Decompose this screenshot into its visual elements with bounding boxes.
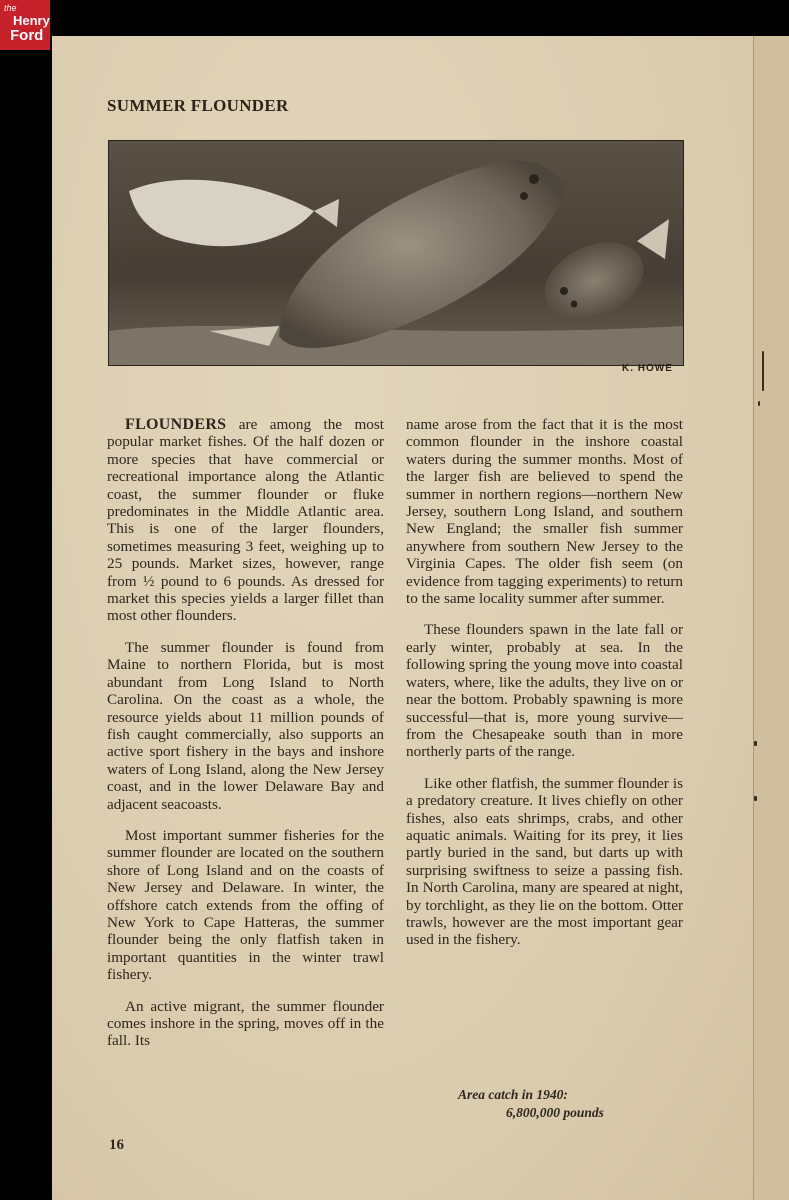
page-number: 16 bbox=[109, 1137, 124, 1153]
paragraph: An active migrant, the summer flounder comes inshore in the spring, moves off in the fall. Its bbox=[107, 997, 384, 1050]
left-text-column bbox=[107, 416, 384, 1064]
paper-mark bbox=[754, 741, 757, 746]
adjacent-page-edge bbox=[753, 36, 789, 1200]
document-page bbox=[52, 36, 753, 1200]
paragraph: Like other flatfish, the summer flounder is a predatory creature. It lives chiefly on other fishes, also eats shrimps, crabs, and other aquatic animals. Waiting for its prey, it lies partly buried in the sand, but darts up with surprising swiftness to seize a passing fish. In North Carolina, many are speared at night, by torchlight, as they lie on the bottom. Otter trawls, however are the most important gear used in the fishery. bbox=[406, 774, 683, 949]
paragraph: The summer flounder is found from Maine to northern Florida, but is most abundant from Long Island to North Carolina. On the coast as a whole, the resource yields about 11 million pounds of fish caught commercially, also supports an active sport fishery in the bays and inshore waters of Long Island, along the New Jersey coast, and in the lower Delaware Bay and adjacent seacoasts. bbox=[107, 638, 384, 813]
catch-value: 6,800,000 pounds bbox=[506, 1105, 604, 1120]
lead-word: FLOUNDERS bbox=[125, 416, 227, 433]
logo-line-2: Henry bbox=[13, 13, 50, 28]
area-catch-note bbox=[406, 1086, 683, 1122]
page-title: SUMMER FLOUNDER bbox=[107, 96, 289, 115]
right-text-column bbox=[406, 416, 683, 963]
flounder-illustration bbox=[108, 140, 684, 366]
logo-line-3: Ford bbox=[10, 27, 44, 44]
paragraph: Most important summer fisheries for the summer flounder are located on the southern shore of Long Island and on the coasts of New Jersey and Delaware. In winter, the offshore catch extends from the offing of New York to Cape Hatteras, the summer flounder being the only flatfish taken in important quantities in the winter trawl fishery. bbox=[107, 826, 384, 984]
paper-mark bbox=[762, 351, 764, 391]
left-border bbox=[0, 0, 52, 1200]
paper-mark bbox=[758, 401, 760, 406]
flounder-drawing bbox=[109, 141, 683, 365]
henry-ford-logo[interactable] bbox=[0, 0, 50, 50]
top-border bbox=[0, 0, 789, 36]
paragraph-text: are among the most popular market fishes. Of the half dozen or more species that have commercial or recreational importance along the Atlantic coast, the summer flounder or fluke predominates in the Middle Atlantic area. This is one of the larger flounders, sometimes measuring 3 feet, weighing up to 25 pounds. Market sizes, however, range from ½ pound to 6 pounds. As dressed for market this species yields a larger fillet than most other flounders. bbox=[107, 416, 384, 625]
paragraph bbox=[107, 416, 384, 625]
illustrator-signature: K. HOWE bbox=[622, 363, 673, 374]
logo-line-1: the bbox=[4, 3, 17, 13]
paper-mark bbox=[754, 796, 757, 801]
paragraph: These flounders spawn in the late fall or early winter, probably at sea. In the following spring the young move into coastal waters, where, like the adults, they live on or near the bottom. Probably spawning is more successful—that is, more young survive—from the Chesapeake south than in more northerly parts of the range. bbox=[406, 621, 683, 761]
catch-label: Area catch in 1940: bbox=[458, 1087, 568, 1102]
paragraph: name arose from the fact that it is the most common flounder in the inshore coastal waters during the summer months. Most of the larger fish are believed to spend the summer in northern regions—northern New Jersey, southern Long Island, and southern New England; the smaller fish summer anywhere from southern New Jersey to the Virginia Capes. The older fish seem (on evidence from tagging experiments) to return to the same locality summer after summer. bbox=[406, 416, 683, 608]
